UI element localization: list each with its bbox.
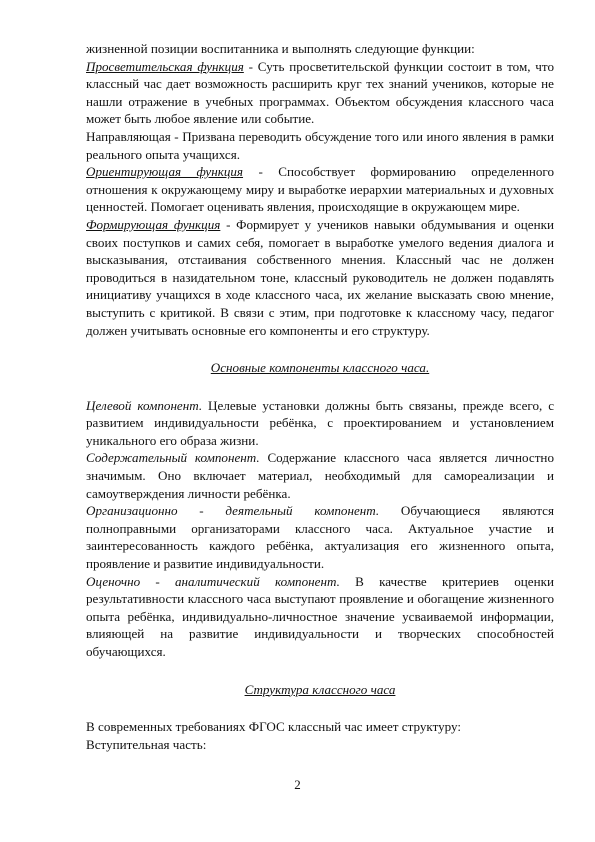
- function-forming: [86, 216, 554, 339]
- spacer: [86, 339, 554, 359]
- spacer: [86, 698, 554, 718]
- component-term: Целевой компонент.: [86, 397, 203, 413]
- component-description: Целевые установки должны быть связаны, прежде всего, с развитием индивидуальности ребёнка, с проектированием и установлением уникального его образа жизни.: [86, 397, 555, 448]
- spacer: [86, 377, 554, 397]
- body-text: [86, 40, 554, 753]
- component-content: [86, 449, 554, 502]
- component-term: Содержательный компонент.: [86, 450, 260, 466]
- component-description: Обучающиеся являются полноправными организаторами классного часа. Актуальное участие и заинтересованность каждого ребёнка, актуализация его жизненного опыта, проявление и развитие индивидуальности.: [86, 503, 554, 572]
- function-term: Просветительская функция: [86, 58, 244, 74]
- component-organizational: [86, 502, 554, 572]
- component-term: Организационно - деятельный компонент.: [86, 503, 380, 519]
- component-description: Содержание классного часа является личностно значимым. Оно включает материал, необходимый для самореализации и самоутверждения личности ребёнка.: [86, 450, 554, 501]
- component-target: [86, 397, 554, 450]
- function-directing: Направляющая - Призвана переводить обсуждение того или иного явления в рамки реального опыта учащихся.: [86, 128, 554, 162]
- function-orienting: [86, 163, 554, 216]
- component-term: Оценочно - аналитический компонент.: [86, 573, 340, 589]
- components-heading: Основные компоненты классного часа.: [210, 360, 430, 376]
- page-number: 2: [294, 777, 301, 792]
- closing-line: В современных требованиях ФГОС классный час имеет структуру:: [86, 719, 462, 735]
- spacer: [86, 661, 554, 681]
- closing-line: Вступительная часть:: [86, 736, 207, 752]
- function-term: Ориентирующая функция: [86, 164, 244, 180]
- intro-line: жизненной позиции воспитанника и выполнять следующие функции:: [86, 41, 475, 56]
- function-term: Формирующая функция: [86, 216, 221, 232]
- function-description: - Формирует у учеников навыки обдумывания и оценки своих поступков и самих себя, помогает в выработке умелого ведения диалога и высказывания, отстаивания собственного мнения. Классный час не должен проводиться в назидательном тоне, классный руководитель не должен подавлять инициативу учащихся в ходе классного часа, их желание высказать свою мнение, выступить с критикой. В связи с этим, при подготовке к классному часу, педагог должен учитывать основные его компоненты и его структуру.: [86, 216, 554, 338]
- function-description: - Суть просветительской функции состоит в том, что классный час дает возможность расширить круг тех знаний учеников, которые не нашли отражение в учебных программах. Объектом обсуждения классного часа может быть любое явление или событие.: [86, 58, 554, 127]
- structure-heading: Структура классного часа: [244, 681, 396, 697]
- function-enlightening: [86, 58, 554, 128]
- function-description: - Способствует формированию определенного отношения к окружающему миру и выработке иерархии материальных и духовных ценностей. Помогает оценивать явления, происходящие в окружающем мире.: [86, 164, 554, 215]
- component-description: В качестве критериев оценки результативности классного часа выступают проявление и обогащение жизненного опыта ребёнка, индивидуально-личностное значение усваиваемой информации, влияющей на развитие индивидуальности и творческих способностей обучающихся.: [86, 573, 554, 659]
- component-evaluative: [86, 573, 554, 661]
